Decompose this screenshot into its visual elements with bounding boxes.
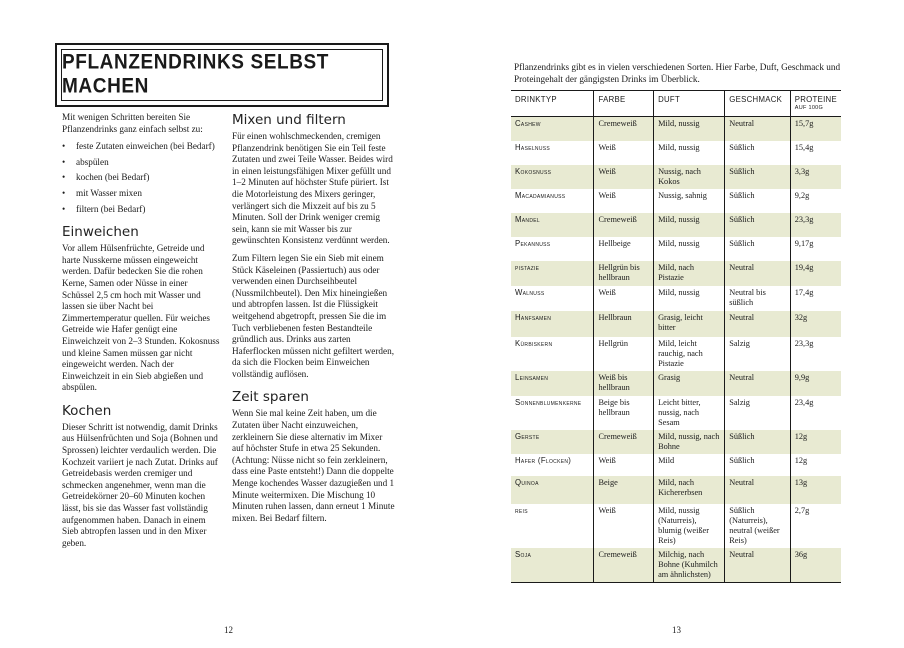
table-row (511, 337, 841, 371)
cell-farbe: Weiß (594, 189, 654, 213)
cell-proteine: 23,3g (790, 213, 841, 237)
kochen-text: Dieser Schritt ist notwendig, damit Drinks aus Hülsenfrüchten und Soja (Bohnen und Sprossen) leichter verdaulich werden. Die Kochzeit variiert je nach Zutat. Drinks auf Getreidebasis werden cremiger und schmecken angenehmer, wenn man die Getreidekörner 20–60 Minuten kochen lässt, bis sie das Wasser fast vollständig aufgenommen haben. Danach in einem Sieb abtropfen lassen und in den Mixer geben. (62, 421, 218, 548)
cell-farbe: Cremeweiß (594, 548, 654, 583)
table-row (511, 286, 841, 311)
cell-duft: Nussig, sahnig (654, 189, 725, 213)
table-row (511, 454, 841, 476)
cell-proteine: 15,4g (790, 141, 841, 165)
cell-farbe: Hellgrün (594, 337, 654, 371)
einweichen-text: Vor allem Hülsenfrüchte, Getreide und harte Nusskerne müssen eingeweicht werden. Dafür bedecken Sie die rohen Kerne, Samen oder Nüsse in einer Schüssel 2,5 cm hoch mit Wasser und lassen sie über Nacht bei Zimmertemperatur quellen. Für weiches Getreide wie Hafer genügt eine Einweichzeit von 2–3 Stunden. Kokosnuss und kleine Samen müssen gar nicht eingeweicht werden. Nach der Einweichzeit in ein Sieb abgießen und abspülen. (62, 243, 220, 393)
cell-proteine: 12g (790, 454, 841, 476)
cell-name: pistazie (515, 262, 540, 272)
cell-farbe: Weiß (594, 454, 654, 476)
mixen-heading: Mixen und filtern (232, 112, 346, 128)
page-number: 13 (672, 625, 681, 635)
cell-geschmack: Neutral (725, 311, 791, 337)
cell-farbe: Weiß bis hellbraun (594, 371, 654, 396)
cell-geschmack: Salzig (725, 396, 791, 430)
table-row (511, 430, 841, 454)
cell-proteine: 3,3g (790, 165, 841, 189)
einweichen-heading: Einweichen (62, 224, 139, 241)
cell-name: Mandel (515, 214, 540, 224)
cell-proteine: 13g (790, 476, 841, 504)
table-row (511, 261, 841, 286)
list-item: • kochen (bei Bedarf) (62, 172, 220, 184)
cell-geschmack: Süßlich (725, 454, 791, 476)
cell-proteine: 36g (790, 548, 841, 583)
cell-duft: Mild, nussig (654, 213, 725, 237)
table-row (511, 504, 841, 548)
cell-proteine: 9,9g (790, 371, 841, 396)
list-item: • mit Wasser mixen (62, 188, 220, 200)
cell-name: Sonnenblumenkerne (515, 397, 582, 407)
list-item: • feste Zutaten einweichen (bei Bedarf) (62, 141, 220, 153)
drinks-table (511, 90, 841, 583)
cell-duft: Mild, nach Pistazie (654, 261, 725, 286)
table-header-row (511, 91, 841, 117)
cell-duft: Mild, nussig (654, 286, 725, 311)
cell-name: Pekannuss (515, 238, 551, 248)
cell-geschmack: Süßlich (725, 189, 791, 213)
cell-geschmack: Salzig (725, 337, 791, 371)
left-column (62, 112, 220, 555)
cell-name: Quinoa (515, 477, 539, 487)
cell-farbe: Cremeweiß (594, 117, 654, 141)
cell-geschmack: Neutral (725, 548, 791, 583)
table-row (511, 117, 841, 141)
mixen-text: Für einen wohlschmeckenden, cremigen Pflanzendrink benötigen Sie ein Teil feste Zutaten und zwei Teile Wasser. Beides wird in einen leistungsfähigen Mixer gefüllt und 1–2 Minuten auf höchster Stufe püriert. Ist die Motorleistung des Mixers geringer, verlängert sich die Mixzeit auf bis zu 5 Minuten. Soll der Drink weniger cremig sein, kann sie mit Wasser bis zur gewünschten Konsistenz verdünnt werden. (232, 131, 393, 246)
cell-farbe: Cremeweiß (594, 213, 654, 237)
cell-farbe: Weiß (594, 165, 654, 189)
zeit-text: Wenn Sie mal keine Zeit haben, um die Zutaten über Nacht einzuweichen, zerkleinern Sie diese alternativ im Mixer auf höchster Stufe in etwa 25 Sekunden. (Achtung: Nüsse nicht so fein zerkleinern, dass eine Paste entsteht!) Dann die doppelte Menge kochendes Wasser dazugießen und 1 Minute weitermixen. Die Mischung 10 Minuten ruhen lassen, dann erneut 1 Minute mixen. Bei Bedarf filtern. (232, 408, 395, 523)
cell-proteine: 32g (790, 311, 841, 337)
header-geschmack: GESCHMACK (725, 91, 791, 117)
cell-duft: Mild, nussig, nach Bohne (654, 430, 725, 454)
list-item: • abspülen (62, 157, 220, 169)
cell-geschmack: Süßlich (725, 237, 791, 261)
cell-duft: Mild, nussig (654, 141, 725, 165)
list-item: • filtern (bei Bedarf) (62, 204, 220, 216)
cell-geschmack: Neutral (725, 476, 791, 504)
cell-proteine: 15,7g (790, 117, 841, 141)
filtern-text: Zum Filtern legen Sie ein Sieb mit einem Stück Käseleinen (Passiertuch) aus oder verwenden einen Durchseihbeutel (Nussmilchbeutel). Den Mix hineingießen und abtropfen lassen. Ist die Flüssigkeit weitgehend abgetropft, pressen Sie die im Tuch verbliebenen festen Bestandteile gründlich aus. Drinks aus zarten Haferflocken müssen nicht gefiltert werden, da sich die Flocken beim Einweichen vollständig auflösen. (232, 252, 394, 379)
title-box (55, 43, 389, 107)
header-duft: DUFT (654, 91, 725, 117)
cell-geschmack: Neutral (725, 371, 791, 396)
cell-proteine: 23,4g (790, 396, 841, 430)
cell-duft: Mild (654, 454, 725, 476)
cell-geschmack: Süßlich (Naturreis), neutral (weißer Reis) (725, 504, 791, 548)
zeit-heading: Zeit sparen (232, 389, 309, 406)
cell-geschmack: Süßlich (725, 141, 791, 165)
kochen-heading: Kochen (62, 402, 112, 419)
header-farbe: FARBE (594, 91, 654, 117)
table-row (511, 548, 841, 583)
cell-duft: Mild, nussig (654, 237, 725, 261)
cell-duft: Milchig, nach Bohne (Kuhmilch am ähnlichsten) (654, 548, 725, 583)
cell-duft: Mild, leicht rauchig, nach Pistazie (654, 337, 725, 371)
cell-duft: Mild, nussig (654, 117, 725, 141)
table-row (511, 476, 841, 504)
steps-list (62, 141, 220, 215)
cell-geschmack: Süßlich (725, 430, 791, 454)
cell-name: Gerste (515, 431, 540, 441)
cell-proteine: 23,3g (790, 337, 841, 371)
table-body (511, 117, 841, 583)
table-row (511, 189, 841, 213)
page-number: 12 (224, 625, 233, 635)
cell-proteine: 9,17g (790, 237, 841, 261)
cell-farbe: Hellgrün bis hellbraun (594, 261, 654, 286)
cell-name: Leinsamen (515, 372, 549, 382)
cell-farbe: Weiß (594, 504, 654, 548)
cell-duft: Grasig (654, 371, 725, 396)
cell-geschmack: Neutral (725, 261, 791, 286)
cell-duft: Leicht bitter, nussig, nach Sesam (654, 396, 725, 430)
cell-proteine: 9,2g (790, 189, 841, 213)
cell-farbe: Beige bis hellbraun (594, 396, 654, 430)
page-title: PFLANZENDRINKS SELBST MACHEN (62, 50, 329, 99)
cell-proteine: 2,7g (790, 504, 841, 548)
table-row (511, 396, 841, 430)
cell-name: Soja (511, 548, 594, 583)
table-row (511, 141, 841, 165)
cell-name: Kokosnuss (515, 166, 552, 176)
cell-name: Walnuss (515, 287, 545, 297)
cell-geschmack: Süßlich (725, 213, 791, 237)
header-drinktyp: DRINKTYP (511, 91, 594, 117)
table-row (511, 371, 841, 396)
table-row (511, 311, 841, 337)
table-row (511, 213, 841, 237)
cell-farbe: Hellbraun (594, 311, 654, 337)
cell-duft: Nussig, nach Kokos (654, 165, 725, 189)
cell-proteine: 17,4g (790, 286, 841, 311)
intro-text: Mit wenigen Schritten bereiten Sie Pflanzendrinks ganz einfach selbst zu: (62, 112, 203, 134)
cell-name: Haselnuss (515, 142, 551, 152)
cell-farbe: Hellbeige (594, 237, 654, 261)
cell-name: Hanfsamen (515, 312, 552, 322)
cell-duft: Mild, nussig (Naturreis), blumig (weißer Reis) (654, 504, 725, 548)
cell-name: Kürbiskern (515, 338, 553, 348)
cell-proteine: 19,4g (790, 261, 841, 286)
table-row (511, 237, 841, 261)
cell-farbe: Cremeweiß (594, 430, 654, 454)
header-proteine: PROTEINE AUF 100G (790, 91, 841, 117)
cell-geschmack: Neutral bis süßlich (725, 286, 791, 311)
table-row (511, 165, 841, 189)
cell-name: Cashew (515, 119, 541, 128)
cell-name: Hafer (Flocken) (515, 455, 572, 465)
cell-geschmack: Süßlich (725, 165, 791, 189)
table-intro: Pflanzendrinks gibt es in vielen verschiedenen Sorten. Hier Farbe, Duft, Geschmack und Proteingehalt der gängigsten Drinks im Überblick. (514, 62, 841, 84)
cell-name: Macadamianuss (515, 190, 566, 200)
cell-name: reis (515, 505, 528, 515)
cell-duft: Grasig, leicht bitter (654, 311, 725, 337)
cell-farbe: Weiß (594, 286, 654, 311)
right-column (232, 112, 396, 530)
cell-geschmack: Neutral (725, 117, 791, 141)
cell-proteine: 12g (790, 430, 841, 454)
cell-duft: Mild, nach Kichererbsen (654, 476, 725, 504)
cell-farbe: Weiß (594, 141, 654, 165)
cell-farbe: Beige (594, 476, 654, 504)
